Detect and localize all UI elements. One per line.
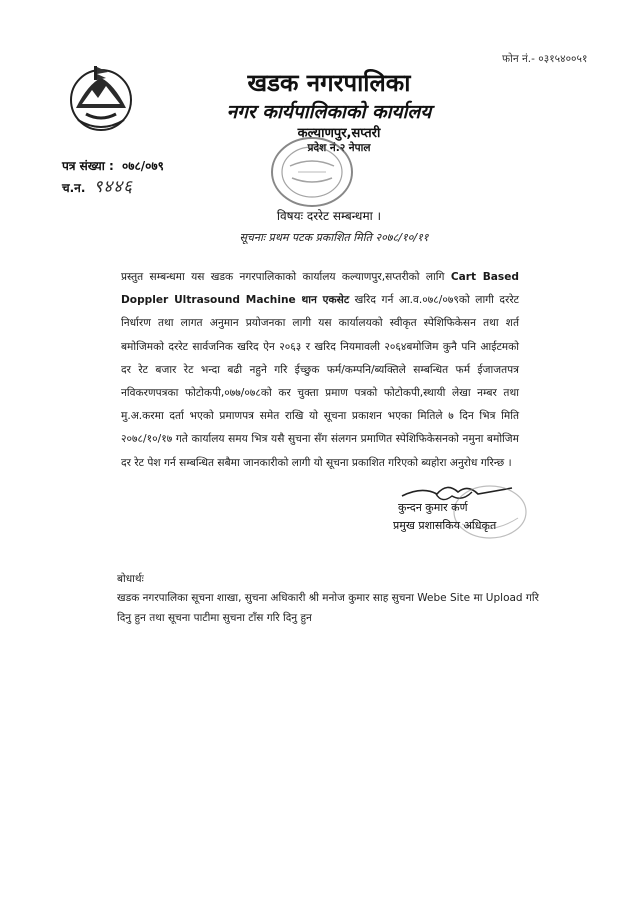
body-item: Cart Based Doppler Ultrasound Machine थान एकसेट — [121, 271, 519, 307]
province-line: प्रदेश नं.२ नेपाल — [307, 142, 371, 154]
dispatch-number-value: ९४४६ — [93, 177, 133, 197]
office-address: कल्याणपुर,सप्तरी — [297, 126, 381, 141]
letter-number-row — [62, 157, 164, 174]
dispatch-number-label: च.न. — [62, 181, 86, 195]
subject-line: विषयः दररेट सम्बन्धमा । — [276, 209, 382, 223]
org-name: खडक नगरपालिका — [247, 69, 411, 97]
phone-number: फोन नं.- ०३१५४००५१ — [502, 53, 588, 65]
cc-label: बोधार्थः — [117, 573, 144, 585]
letter-number-value: ०७८/०७९ — [121, 159, 164, 173]
cc-text: खडक नगरपालिका सूचना शाखा, सुचना अधिकारी श्री मनोज कुमार साह सुचना Webe Site मा Upload गरि दिनु हुन तथा सूचना पाटीमा सुचना टाँस गरि दिनु हुन — [117, 592, 539, 624]
signatory-name: कुन्दन कुमार कर्ण — [398, 501, 468, 514]
dispatch-number-row — [62, 174, 133, 197]
body-part-2: खरिद गर्न आ.व.०७८/०७९को लागी दररेट निर्धारण तथा लागत अनुमान प्रयोजनका लागी यस कार्यालयको स्वीकृत स्पेशिफिकेसन तथा शर्त बमोजिमको दररेट सार्वजनिक खरिद ऐन २०६३ र खरिद नियमावली २०६४बमोजिम कुनै पनि आईटमको दर रेट बजार रेट भन्दा बढी नहुने गरि ईच्छुक फर्म/कम्पनि/ब्यक्तिले सम्बन्धित फर्म ईजाजतपत्र नविकरणपत्रका फोटोकपी,०७७/०७८को कर चुक्ता प्रमाण पत्रको फोटोकपी,स्थायी लेखा नम्बर तथा मु.अ.करमा दर्ता भएको प्रमाणपत्र समेत राखि यो सूचना प्रकाशन भएका मितिले ७ दिन भित्र मिति २०७८/१०/१७ गते कार्यालय समय भित्र यसै सुचना सँग संलगन प्रमाणित स्पेशिफिकेसनको नमुना बमोजिम दर रेट पेश गर्न सम्बन्धित सबैमा जानकारीको लागी यो सूचना प्रकाशित गरिएको ब्यहोरा अनुरोध गरिन्छ । — [121, 294, 520, 469]
office-name: नगर कार्यपालिकाको कार्यालय — [226, 101, 432, 123]
body-part-1: प्रस्तुत सम्बन्धमा यस खडक नगरपालिकाको कार्यालय कल्याणपुर,सप्तरीको लागि — [121, 271, 451, 283]
letter-number-label: पत्र संख्या : — [62, 159, 114, 173]
notice-date-line: सूचनाः प्रथम पटक प्रकाशित मिति २०७८/१०/११ — [239, 231, 429, 244]
signatory-title: प्रमुख प्रशासकिय अधिकृत — [393, 519, 497, 532]
office-stamp-icon — [262, 130, 362, 212]
notice-body — [121, 266, 519, 475]
